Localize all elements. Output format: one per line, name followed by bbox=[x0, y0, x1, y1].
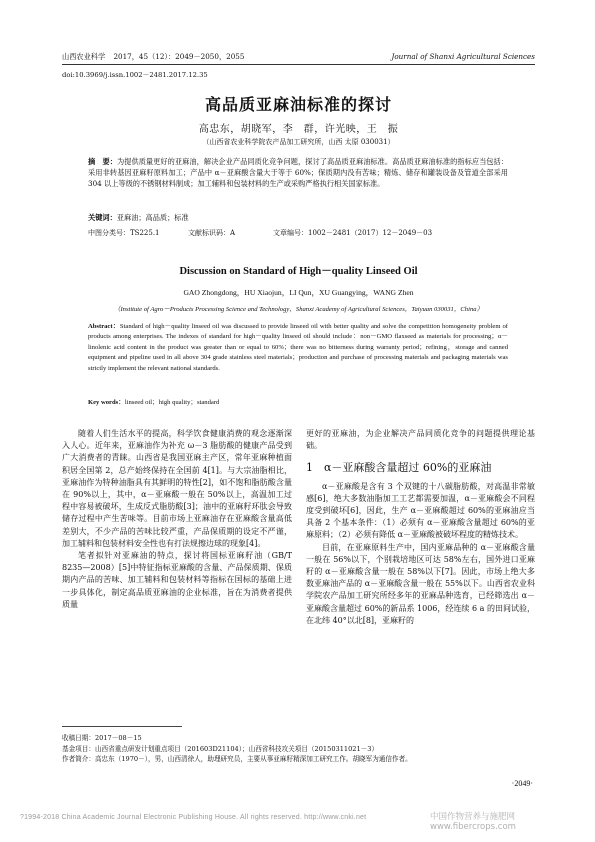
keywords-en-label: Key words： bbox=[88, 399, 125, 406]
doccode-value: A bbox=[230, 229, 236, 237]
doi: doi:10.3969/j.issn.1002－2481.2017.12.35 bbox=[62, 71, 208, 79]
clc-value: TS225.1 bbox=[130, 229, 160, 237]
affiliation-cn: （山西省农业科学院农产品加工研究所，山西 太原 030031） bbox=[202, 138, 395, 146]
section-heading: 1 α－亚麻酸含量超过 60%的亚麻油 bbox=[306, 461, 492, 475]
header-rule bbox=[62, 64, 535, 65]
abstract-cn-text: 为提供质量更好的亚麻油，解决企业产品同质化竞争问题，探讨了高品质亚麻油标准。高品质亚麻油标准的指标应当包括：采用非转基因亚麻籽原料加工；产品中 α－亚麻酸含量大于等于 60%；保质期内没有苦味；精炼、储存和罐装设备及管道全部采用 304 以上等级的不锈钢材料制成；加工辅料和包装材料的生产或采购严格执行相关国家标准。 bbox=[88, 157, 508, 189]
body-paragraph: α－亚麻酸是含有 3 个双键的十八碳脂肪酸，对高温非常敏感[6]，绝大多数油脂加工工艺都需要加温，α－亚麻酸会不同程度受到破坏[6]，因此，生产 α－亚麻酸超过 60%的亚麻油应当具备 2 个基本条件：（1）必须有 α－亚麻酸含量超过 60%的亚麻原料；（2）必须有降低 α－亚麻酸被破坏程度的精炼技术。 bbox=[306, 481, 535, 540]
keywords-en bbox=[88, 398, 508, 408]
clc-label: 中图分类号： bbox=[88, 229, 130, 237]
body-paragraph: 目前，在亚麻原料生产中，国内亚麻品种的 α－亚麻酸含量一般在 56%以下，个别栽培地区可达 58%左右，国外进口亚麻籽的 α－亚麻酸含量一般在 58%以下[7]。因此，市场上绝大多数亚麻油产品的 α－亚麻酸含量一般在 55%以下。山西省农业科学院农产品加工研究所经多年的亚麻品种选育，已经筛选出 α－亚麻酸含量超过 60%的新品系 1006，经连续 6 a 的田间试验，在北纬 40°以北[8]，亚麻籽的 bbox=[306, 542, 535, 625]
classification-row bbox=[88, 228, 508, 238]
footnotes bbox=[62, 733, 535, 765]
copyright-line: ?1994-2018 China Academic Journal Electronic Publishing House. All rights reserved. http://www.cnki.net bbox=[20, 814, 367, 821]
abstract-en bbox=[88, 322, 508, 374]
doccode-label: 文献标识码： bbox=[188, 229, 230, 237]
abstract-en-text: Standard of high－quality linseed oil was discussed to provide linseed oil with better quality and solve the competition homogeneity problem of products among enterprises. The indexes of standard for high－quality linseed oil should include：non－GMO flaxseed as materials for processing；α－linolenic acid content in the product was greater than or equal to 60%；there was no bitterness during warranty period；refining，storage and canned equipment and pipeline used in all above 304 grade stainless steel materials；production and purchase of processing materials and packaging materials was strictly implement the relevant national standards. bbox=[88, 323, 508, 372]
authors-en: GAO Zhongdong，HU Xiaojun，LI Qun，XU Guangying，WANG Zhen bbox=[183, 288, 414, 297]
abstract-cn-label: 摘 要： bbox=[88, 157, 117, 166]
author-bio: 作者简介：高忠东（1970－），男，山西清徐人，助理研究员，主要从事亚麻籽精深加工研究工作。胡晓军为通信作者。 bbox=[62, 755, 412, 763]
running-header-left bbox=[62, 52, 244, 61]
keywords-cn bbox=[88, 213, 508, 223]
footnote-rule bbox=[62, 726, 182, 727]
affiliation-en: （Institute of Agro－Products Processing Science and Technology，Shanxi Academy of Agricultural Sciences，Taiyuan 030031，China） bbox=[113, 306, 484, 313]
body-paragraph: 随着人们生活水平的提高，科学饮食健康消费的观念逐渐深入人心。近年来，亚麻油作为补充 ω－3 脂肪酸的健康产品受到广大消费者的青睐。山西省是我国亚麻主产区，常年亚麻种植面积居全国第 2，总产始终保持在全国前 4[1]。与大宗油脂相比，亚麻油作为特种油脂具有其鲜明的特性[2]，如不饱和脂肪酸含量在 90%以上，其中，α－亚麻酸一般在 50%以上，高温加工过程中容易被破坏，生成反式脂肪酸[3]；油中的亚麻籽环肽会导致储存过程中产生苦味等。目前市场上亚麻油存在亚麻酸含量高低差别大，不少产品的苦味比较严重，产品保质期的设定不严谨，加工辅料和包装材料安全性也有打法规擦边球的现象[4]。 bbox=[62, 429, 292, 548]
authors-cn: 高忠东，胡晓军，李 群，许光映，王 振 bbox=[198, 124, 399, 135]
journal-name-cn: 山西农业科学 bbox=[62, 52, 106, 61]
body-paragraph: 笔者拟针对亚麻油的特点，探讨将国标亚麻籽油（GB/T 8235—2008）[5]中特征指标亚麻酸的含量、产品保质期、保质期内产品的苦味、加工辅料和包装材料等指标在国标的基础上进一步具体化，制定高品质亚麻油的企业标准，旨在为消费者提供质量 bbox=[62, 551, 292, 609]
keywords-cn-label: 关键词： bbox=[88, 213, 117, 222]
fund-info: 基金项目：山西省重点研发计划重点项目（201603D21104）；山西省科技攻关项目（20150311021－3） bbox=[62, 744, 379, 753]
abstract-cn bbox=[88, 156, 508, 190]
page-number: ·2049· bbox=[511, 779, 533, 788]
issue-info: 2017，45（12）：2049－2050，2055 bbox=[113, 52, 245, 61]
keywords-en-text: linseed oil；high quality；standard bbox=[124, 399, 220, 406]
articleno-value: 1002－2481（2017）12－2049－03 bbox=[308, 229, 433, 237]
body-paragraph-continued: 更好的亚麻油，为企业解决产品同质化竞争的问题提供理论基础。 bbox=[306, 429, 535, 451]
article-title-en: Discussion on Standard of High－quality Linseed Oil bbox=[179, 266, 418, 277]
watermark: 中国作物营养与施肥网 www.fibercrops.com bbox=[430, 812, 516, 832]
received-date: 收稿日期：2017－08－15 bbox=[62, 734, 142, 742]
body-right-column bbox=[306, 428, 535, 627]
keywords-cn-text: 亚麻油；高品质；标准 bbox=[116, 213, 189, 222]
body-left-column bbox=[62, 428, 292, 611]
articleno-label: 文章编号： bbox=[273, 229, 308, 237]
abstract-en-label: Abstract： bbox=[88, 323, 120, 330]
article-title-cn: 高品质亚麻油标准的探讨 bbox=[204, 95, 392, 114]
journal-name-en: Journal of Shanxi Agricultural Sciences bbox=[391, 52, 535, 61]
